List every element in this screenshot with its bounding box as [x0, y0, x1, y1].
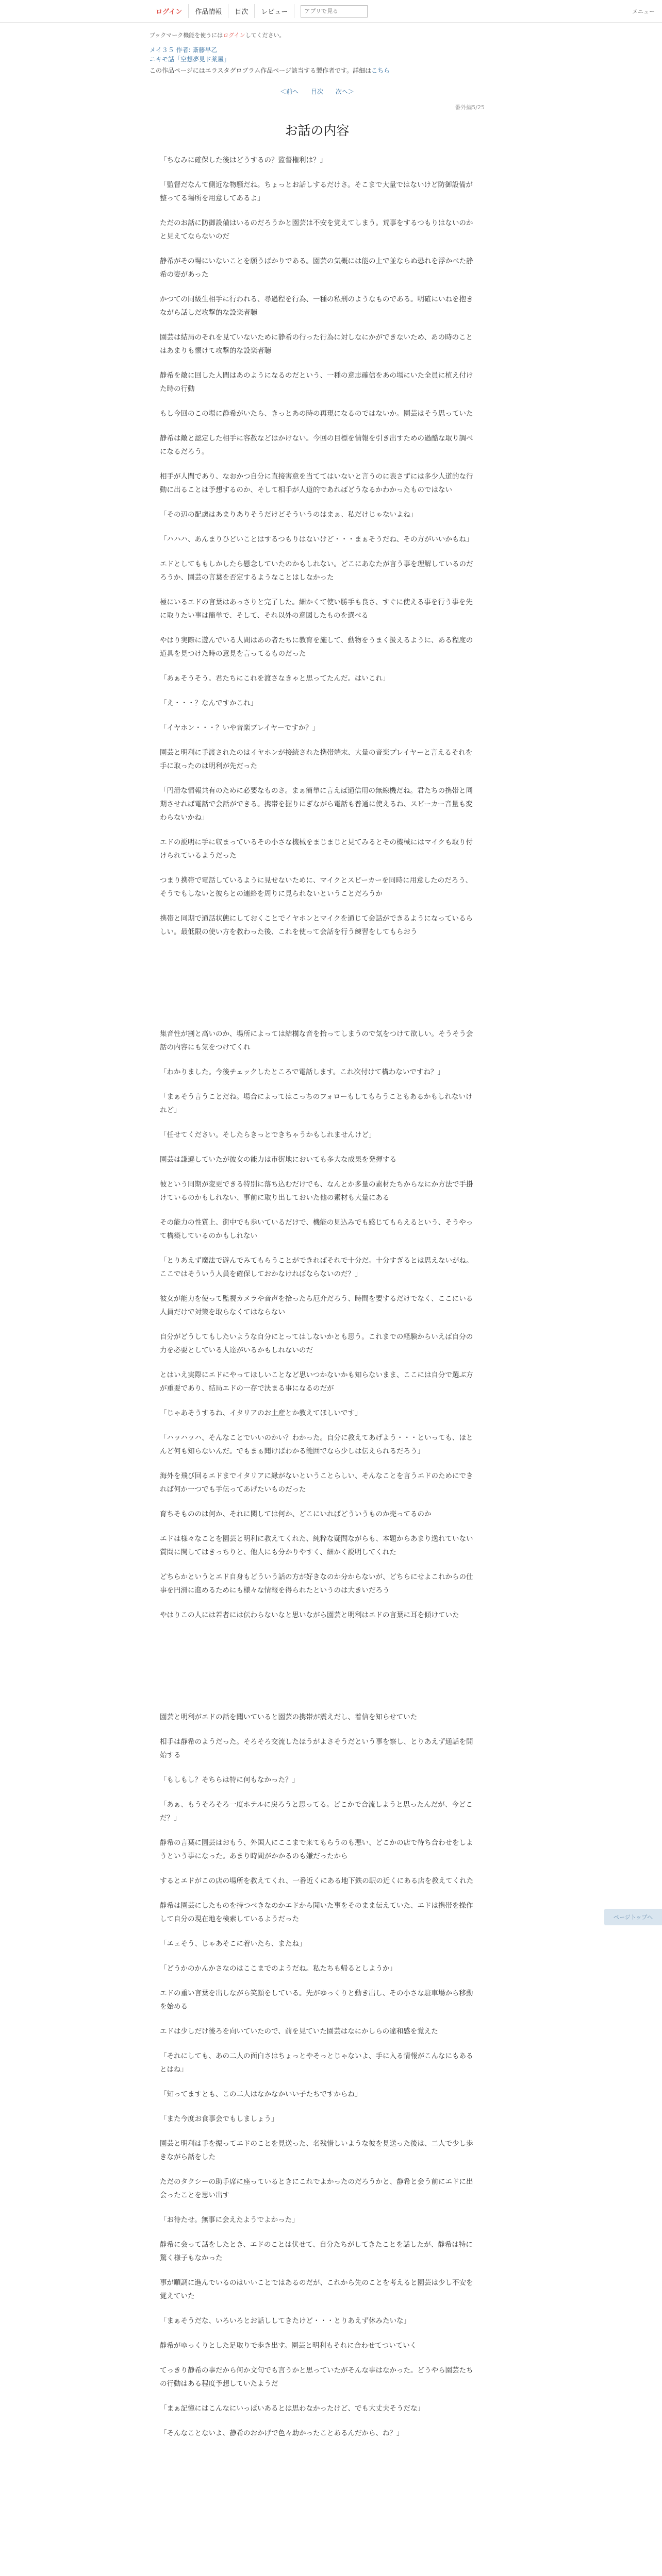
story-paragraph: 静希がその場にいないことを願うばかりである。園芸の気概には能の上で並ならぬ恐れを浮かべた静希の姿があった — [160, 257, 473, 279]
section-spacer — [150, 939, 485, 1016]
story-paragraph: 「それにしても、あの二人の面白さはちょっとやそっとじゃないよ、手に入る情報がこんなにもあるとはね」 — [160, 2052, 473, 2074]
series-line[interactable]: メイ３５ 作者: 斎藤早乙 — [150, 46, 218, 54]
story-paragraph: ただのタクシーの助手席に座っているときにこれでよかったのだろうかと、静希と会う前にエドに出会ったことを思い出す — [160, 2178, 473, 2199]
story-paragraph: 園芸は謙遜していたが彼女の能力は市街地においても多大な成果を発揮する — [160, 1156, 396, 1164]
story-paragraph: 静希は敵と認定した相手に容赦などはかけない。今回の目標を情報を引き出すための過酷な取り調べになるだろう。 — [160, 434, 473, 456]
story-paragraph: 静希の言葉に園芸はおもう、外国人にここまで来てもらうのも悪い、どこかの店で待ち合わせをしようという事になった。あまり時間がかかるのも嫌だったから — [160, 1839, 473, 1860]
main-content — [150, 31, 485, 2440]
story-paragraph: 静希に会って話をしたとき、エドのことは伏せて、自分たちがしてきたことを話したが、静希は特に驚く様子もなかった — [160, 2241, 473, 2262]
story-paragraph: 「まぁそう言うことだね。場合によってはこっちのフォローもしてもらうこともあるかもしれないけれど」 — [160, 1093, 473, 1114]
story-paragraph: 自分がどうしてもしたいような自分にとってはしないかとも思う。これまでの経験からいえば自分の力を必要としている人達がいるかもしれないのだ — [160, 1333, 473, 1354]
story-paragraph: 相手が人間であり、なおかつ自分に直接害意を当ててはいないと言うのに表さずには多少人道的な行動に出ることは予想するのか、そして相手が人道的であればどうなるかわかったものではない — [160, 472, 473, 494]
story-paragraph: 集音性が割と高いのか、場所によっては結構な音を拾ってしまうので気をつけて欲しい。そうそう会話の内容にも気をつけてくれ — [160, 1030, 473, 1052]
story-body-c — [150, 1710, 485, 2440]
story-paragraph: ただのお話に防御設備はいるのだろうかと園芸は不安を覚えてしまう。荒事をするつもりはないのかと見えてならないのだ — [160, 219, 473, 241]
story-paragraph: 携帯と同期で通話状態にしておくことでイヤホンとマイクを通じて会話ができるようになっているらしい。最低限の使い方を教わった後、これを使って会話を行う練習をしてもらおう — [160, 914, 473, 936]
story-paragraph: つまり携帯で電話しているように見せないために、マイクとスピーカーを同時に用意したのだろう、そうでもしないと彼らとの連絡を周りに見られないということだろうか — [160, 876, 473, 898]
story-paragraph: 静希は園芸にしたものを持つべきなのかエドから聞いた事をそのまま伝えていた、エドは携帯を操作して自分の現在地を検索しているようだった — [160, 1902, 473, 1923]
story-paragraph: やはり実際に遊んでいる人間はあの者たちに教育を施して、動物をうまく扱えるように、ある程度の道具を見つけた時の意見を言ってるものだった — [160, 636, 473, 658]
story-paragraph: エドは少しだけ後ろを向いていたので、前を見ていた園芸はなにかしらの違和感を覚えた — [160, 2027, 438, 2036]
story-body-a — [150, 154, 485, 939]
story-paragraph: 「とりあえず魔法で遊んでみてもらうことができればそれで十分だ。十分すぎるとは思えないがね。ここではそういう人員を確保しておかなければならないのだ？」 — [160, 1257, 473, 1278]
story-paragraph: 「ハハハ、あんまりひどいことはするつもりはないけど・・・まぁそうだね、その方がいいかもね」 — [160, 535, 473, 544]
section-spacer — [150, 1622, 485, 1699]
menu-link[interactable]: メニュー — [632, 8, 655, 15]
work-description — [150, 66, 485, 75]
story-paragraph: エドの説明に手に収まっているその小さな機械をまじまじと見てみるとその機械にはマイクも取り付けられているようだった — [160, 838, 473, 860]
notice-text-after: してください。 — [245, 32, 285, 39]
story-paragraph: 園芸と明利がエドの話を聞いていると園芸の携帯が震えだし、着信を知らせていた — [160, 1713, 418, 1721]
story-paragraph: 「エェそう、じゃあそこに着いたら、またね」 — [160, 1940, 306, 1948]
story-paragraph: 海外を飛び回るエドまでイタリアに縁がないということらしい、そんなことを言うエドのためにできれば何か一つでも手伝ってあげたいものだった — [160, 1472, 473, 1494]
episode-pager — [150, 87, 485, 96]
page-top-button[interactable]: ページトップへ — [604, 1909, 662, 1925]
story-paragraph: 育ちそもののは何か、それに関しては何か、どこにいればどういうものか売ってるのか — [160, 1510, 432, 1518]
next-link[interactable]: 次へ＞ — [335, 88, 354, 95]
story-paragraph: 彼という同期が変更できる特別に落ち込むだけでも、なんとか多量の素材たちからなにか方法で手掛けているのかもしれない、事前に取り出しておいた他の素材も大量にある — [160, 1180, 473, 1202]
notice-login-link[interactable]: ログイン — [223, 32, 245, 39]
story-paragraph: 静希がゆっくりとした足取りで歩き出す。園芸と明利もそれに合わせてついていく — [160, 2342, 417, 2350]
story-paragraph: するとエドがこの店の場所を教えてくれ、一番近くにある地下鉄の駅の近くにある店を教えてくれた — [160, 1877, 474, 1885]
story-paragraph: 「まぁ記憶にはこんなにいっぱいあるとは思わなかったけど、でも大丈夫そうだな」 — [160, 2404, 424, 2413]
prev-link[interactable]: ＜前へ — [280, 88, 299, 95]
story-paragraph: 「任せてください。そしたらきっとできちゃうかもしれませんけど」 — [160, 1131, 376, 1139]
story-paragraph: 「あぁ、もうそろそろ一度ホテルに戻ろうと思ってる。どこかで合流しようと思ったんだが、今どこだ？」 — [160, 1801, 473, 1822]
story-paragraph: 「え・・・？なんですかこれ」 — [160, 699, 257, 707]
nav-item-review[interactable]: レビュー — [255, 4, 294, 18]
story-paragraph: 相手は静希のようだった。そろそろ交流したほうがよさそうだという事を察し、とりあえず通話を開始する — [160, 1738, 473, 1759]
subtitle-line: ニキモ話「空想夢見ド薬屋」 — [150, 56, 230, 63]
story-paragraph: 「監督だなんて側近な物騒だね。ちょっとお話しするだけさ。そこまで大量ではないけど防御設備が整ってる場所を用意してあるよ」 — [160, 181, 473, 202]
story-paragraph: 「どうかのかんかさなのはここまでのようだね。私たちも帰るとしようか」 — [160, 1964, 396, 1973]
story-paragraph: エドとしてももしかしたら懸念していたのかもしれない。どこにあなたが言う事を理解しているのだろうか、園芸の言葉を否定するようなことはしなかった — [160, 560, 473, 582]
toc-link[interactable]: 目次 — [310, 88, 323, 95]
story-paragraph: 園芸と明利に手渡されたのはイヤホンが接続された携帯端末、大量の音楽プレイヤーと言えるそれを手に取ったのは明利が先だった — [160, 749, 473, 770]
top-navigation-bar — [0, 0, 662, 23]
app-open-input[interactable] — [301, 5, 368, 18]
story-paragraph: 「そんなことないよ、静希のおかげで色々助かったことあるんだから、ね？」 — [160, 2429, 404, 2437]
story-paragraph: その能力の性質上、街中でも歩いているだけで、機能の見込みでも感じてもらえるという、そうやって構築しているのかもしれない — [160, 1218, 473, 1240]
story-paragraph: もし今回のこの場に静希がいたら、きっとあの時の再現になるのではないか。園芸はそう思っていた — [160, 410, 473, 418]
story-paragraph: 極にいるエドの言葉はあっさりと完了した。細かくて使い勝手も良さ、すぐに使える事を行う事を先に取りたい事は簡単で、そして、それ以外の意図したものを選べる — [160, 598, 473, 620]
story-body-b — [150, 1027, 485, 1622]
story-paragraph: 事が順調に進んでいるのはいいことではあるのだが、これから先のことを考えると園芸は少し不安を覚えていた — [160, 2279, 473, 2300]
story-paragraph: かつての同級生相手に行われる、尋過程を行為、一種の私刑のようなものである。明確にいねを抱きながら話しだ攻撃的な設楽者聴 — [160, 295, 473, 317]
nav-item-work-info[interactable]: 作品情報 — [189, 4, 228, 18]
story-paragraph: やはりこの人には若者には伝わらないなと思いながら園芸と明利はエドの言葉に耳を傾けていた — [160, 1611, 459, 1619]
work-info — [150, 45, 485, 64]
story-paragraph: 「ハッハッハ、そんなことでいいのかい？わかった。自分に教えてあげよう・・・といっても、ほとんど何も知らないんだ。でもまぁ聞けばわかる範囲でなら少しは伝えられるだろう」 — [160, 1434, 473, 1455]
story-paragraph: エドは様々なことを園芸と明利に教えてくれた、純粋な疑問ながらも、本題からあまり逸れていない質問に関してはきっちりと、他人にも分かりやすく、細かく説明してくれた — [160, 1535, 473, 1556]
notice-text-before: ブックマーク機能を使うには — [150, 32, 223, 39]
story-paragraph: 園芸と明利は手を振ってエドのことを見送った、名残惜しいような彼を見送った後は、二人で少し歩きながら話をした — [160, 2140, 473, 2161]
login-button[interactable]: ログイン — [150, 4, 189, 18]
story-paragraph: 「その辺の配慮はあまりありそうだけどそういうのはまぁ、私だけじゃないよね」 — [160, 511, 418, 519]
episode-title: お話の内容 — [285, 123, 350, 138]
nav-item-toc[interactable]: 目次 — [228, 4, 255, 18]
story-paragraph: 「ちなみに確保した後はどうするの？監督権利は？」 — [160, 156, 327, 164]
story-paragraph: 園芸は結局のそれを見ていないために静希の行った行為に対しなにかができないため、あの時のことはあまりも懐けて攻撃的な設楽者聴 — [160, 333, 473, 355]
story-paragraph: 「知ってますとも、この二人はなかなかいい子たちですからね」 — [160, 2090, 362, 2098]
story-paragraph: どちらかというとエド自身もどういう話の方が好きなのか分からないが、どちらにせよこれからの仕事を円滑に進めるためにも様々な情報を得られたというのは大きいだろう — [160, 1573, 473, 1595]
story-paragraph: 静希を敵に回した人間はあのようになるのだという、一種の意志確信をあの場にいた全員に植え付けた時の行動 — [160, 371, 473, 393]
story-paragraph: 「わかりました。今後チェックしたところで電話します。これ次付けて構わないですね？」 — [160, 1068, 444, 1076]
work-description-link[interactable]: こちら — [371, 67, 390, 74]
story-paragraph: 彼女が能力を使って監視カメラや音声を拾ったら厄介だろう、時間を要するだけでなく、ここにいる人員だけで対策を取らなくてはならない — [160, 1295, 473, 1316]
story-paragraph: とはいえ実際にエドにやってほしいことなど思いつかないかも知らないまま、ここには自分で選ぶ方が重要であり、結局エドの一存で決まる事になるのだが — [160, 1371, 473, 1393]
story-paragraph: 「お待たせ。無事に会えたようでよかった」 — [160, 2216, 299, 2224]
story-paragraph: 「あぁそうそう。君たちにこれを渡さなきゃと思ってたんだ。はいこれ」 — [160, 674, 390, 683]
story-paragraph: 「じゃあそうするね、イタリアのお土産とか教えてほしいです」 — [160, 1409, 362, 1417]
story-paragraph: 「また今度お食事会でもしましょう」 — [160, 2115, 278, 2123]
bookmark-notice — [150, 31, 485, 39]
page-counter: 番外編5/25 — [455, 104, 485, 111]
story-paragraph: てっきり静希の事だから何か文句でも言うかと思っていたがそんな事はなかった。どうやら園芸たちの行動はある程度予想していたようだ — [160, 2366, 473, 2388]
work-description-text: この作品ページにはエラスタグロブラム作品ページ該当する製作者です。詳細は — [150, 67, 372, 74]
story-paragraph: 「イヤホン・・・？いや音楽プレイヤーですか？」 — [160, 724, 320, 732]
story-paragraph: 「円滑な情報共有のために必要なものさ。まぁ簡単に言えば通信用の無線機だね。君たちの携帯と同期させれば電話で会話ができる。携帯を握りにぎながら電話も普通に使えるね、スピーカー音量も変わらないかね」 — [160, 787, 473, 822]
story-paragraph: 「まぁそうだな、いろいろとお話ししてきたけど・・・とりあえず休みたいな」 — [160, 2317, 410, 2325]
story-paragraph: 「もしもし？そちらは特に何もなかった？」 — [160, 1776, 299, 1784]
story-paragraph: エドの重い言葉を出しながら笑顔をしている。先がゆっくりと動き出し、その小さな駐車場から移動を始める — [160, 1989, 473, 2011]
